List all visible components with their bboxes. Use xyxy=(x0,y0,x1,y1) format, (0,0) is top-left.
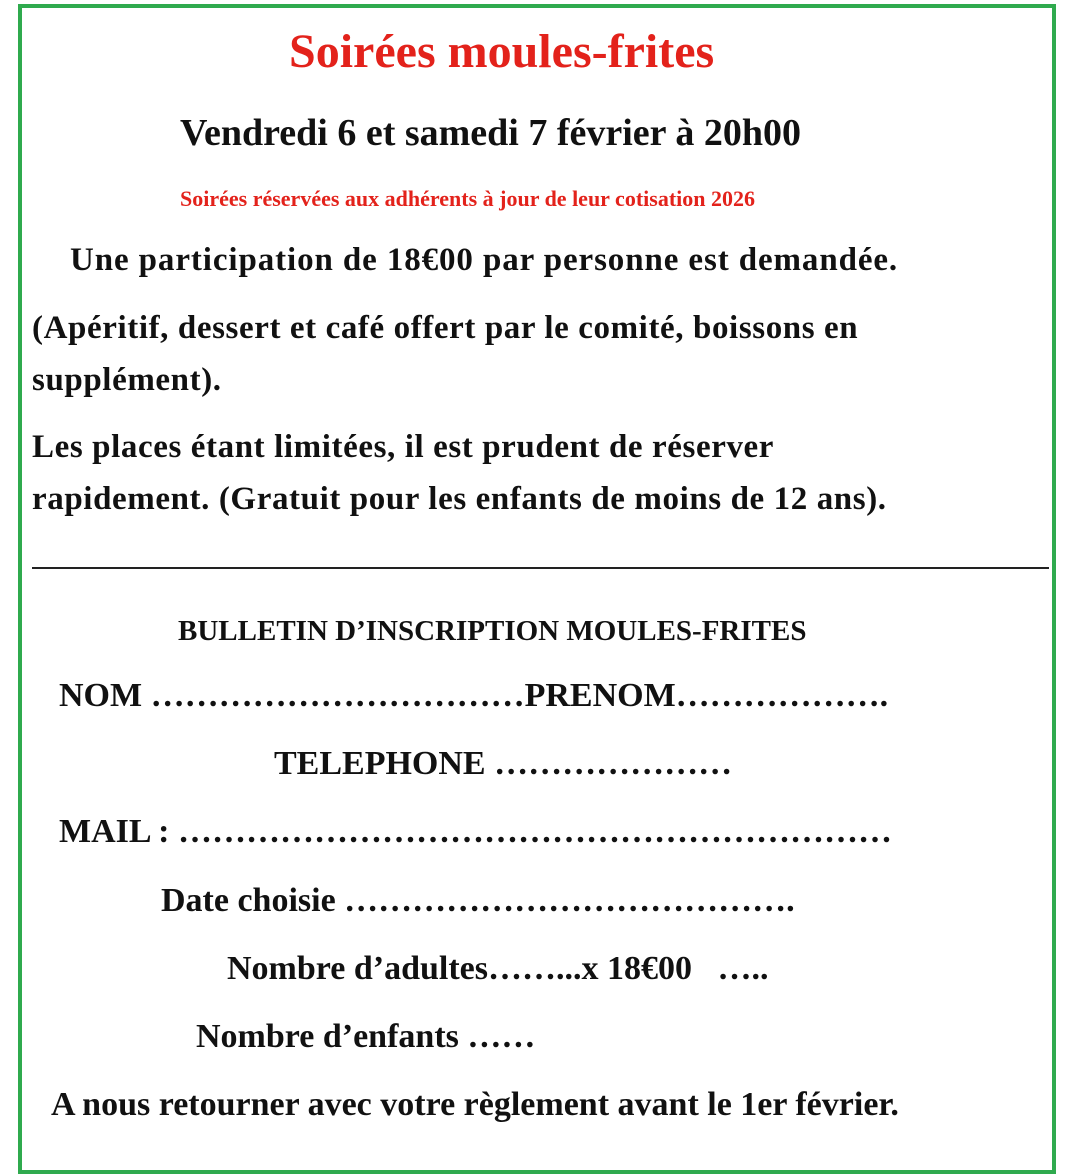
adults-field: Nombre d’adultes……...x 18€00 ….. xyxy=(227,950,769,987)
flyer-border xyxy=(18,4,1056,1174)
return-instructions: A nous retourner avec votre règlement avant le 1er février. xyxy=(51,1086,899,1123)
limited-line-1: Les places étant limitées, il est prudent de réserver xyxy=(32,429,775,465)
price-line: Une participation de 18€00 par personne est demandée. xyxy=(70,242,899,278)
form-heading: BULLETIN D’INSCRIPTION MOULES-FRITES xyxy=(178,615,807,647)
divider xyxy=(32,567,1049,569)
phone-field: TELEPHONE ………………… xyxy=(274,745,733,782)
limited-line-2: rapidement. (Gratuit pour les enfants de moins de 12 ans). xyxy=(32,481,887,517)
children-field: Nombre d’enfants …… xyxy=(196,1018,536,1055)
date-field: Date choisie …………………………………. xyxy=(161,882,795,919)
name-field: NOM ……………………………PRENOM………………. xyxy=(59,677,889,714)
included-line-1: (Apéritif, dessert et café offert par le comité, boissons en xyxy=(32,310,859,346)
included-line-2: supplément). xyxy=(32,362,222,398)
mail-field: MAIL : ……………………………………………………… xyxy=(59,813,892,850)
flyer-title: Soirées moules-frites xyxy=(289,25,715,78)
event-dates: Vendredi 6 et samedi 7 février à 20h00 xyxy=(180,112,801,154)
members-notice: Soirées réservées aux adhérents à jour de leur cotisation 2026 xyxy=(180,186,755,211)
